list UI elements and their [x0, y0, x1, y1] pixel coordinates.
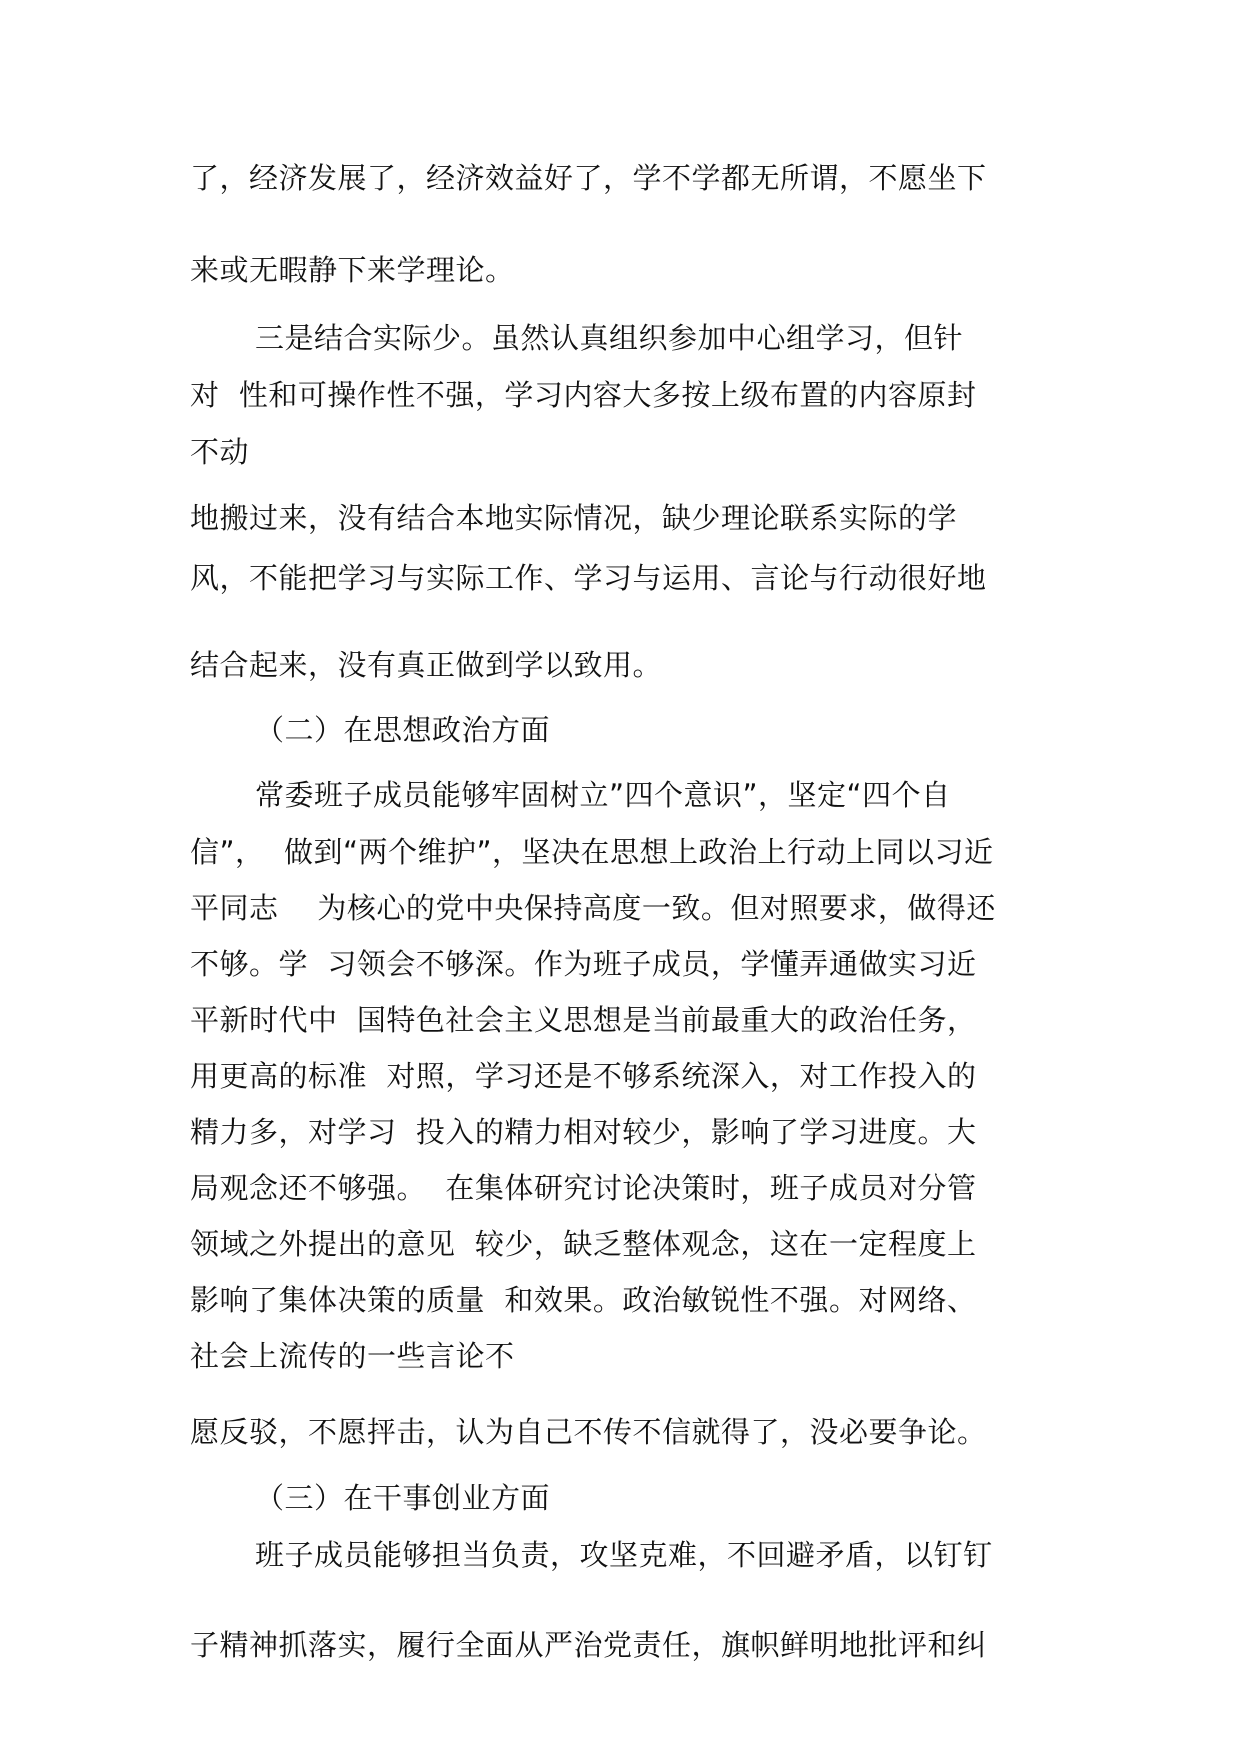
text-line-19: 影响了集体决策的质量 和效果。政治敏锐性不强。对网络、	[190, 1283, 977, 1317]
text-line-12: 平同志 为核心的党中央保持高度一致。但对照要求，做得还	[190, 891, 996, 925]
text-line-13: 不够。学 习领会不够深。作为班子成员，学懂弄通做实习近	[190, 947, 977, 981]
text-line-1: 了，经济发展了，经济效益好了，学不学都无所谓，不愿坐下	[190, 161, 987, 195]
text-line-17: 局观念还不够强。 在集体研究讨论决策时，班子成员对分管	[190, 1171, 977, 1205]
text-line-8: 结合起来，没有真正做到学以致用。	[190, 648, 663, 682]
text-line-21: 愿反驳，不愿抨击，认为自己不传不信就得了，没必要争论。	[190, 1415, 987, 1449]
section-heading-2: （二）在思想政治方面	[255, 713, 551, 747]
text-line-20: 社会上流传的一些言论不	[190, 1339, 515, 1373]
text-line-18: 领域之外提出的意见 较少，缺乏整体观念，这在一定程度上	[190, 1227, 977, 1261]
text-line-24: 子精神抓落实，履行全面从严治党责任，旗帜鲜明地批评和纠	[190, 1628, 987, 1662]
text-line-15: 用更高的标准 对照，学习还是不够系统深入，对工作投入的	[190, 1059, 977, 1093]
text-line-4: 对 性和可操作性不强，学习内容大多按上级布置的内容原封	[190, 378, 977, 412]
text-line-7: 风，不能把学习与实际工作、学习与运用、言论与行动很好地	[190, 561, 987, 595]
paragraph-3-start: 三是结合实际少。虽然认真组织参加中心组学习，但针	[255, 321, 964, 355]
paragraph-2-start: 常委班子成员能够牢固树立”四个意识”，坚定“四个自	[255, 778, 951, 812]
text-line-2: 来或无暇静下来学理论。	[190, 253, 515, 287]
text-line-11: 信”， 做到“两个维护”，坚决在思想上政治上行动上同以习近	[190, 835, 994, 869]
text-line-5: 不动	[190, 435, 250, 469]
text-line-6: 地搬过来，没有结合本地实际情况，缺少理论联系实际的学	[190, 501, 958, 535]
section-heading-3: （三）在干事创业方面	[255, 1481, 551, 1515]
text-line-14: 平新时代中 国特色社会主义思想是当前最重大的政治任务，	[190, 1003, 977, 1037]
text-line-16: 精力多，对学习 投入的精力相对较少，影响了学习进度。大	[190, 1115, 977, 1149]
paragraph-3-start: 班子成员能够担当负责，攻坚克难，不回避矛盾，以钉钉	[255, 1538, 993, 1572]
